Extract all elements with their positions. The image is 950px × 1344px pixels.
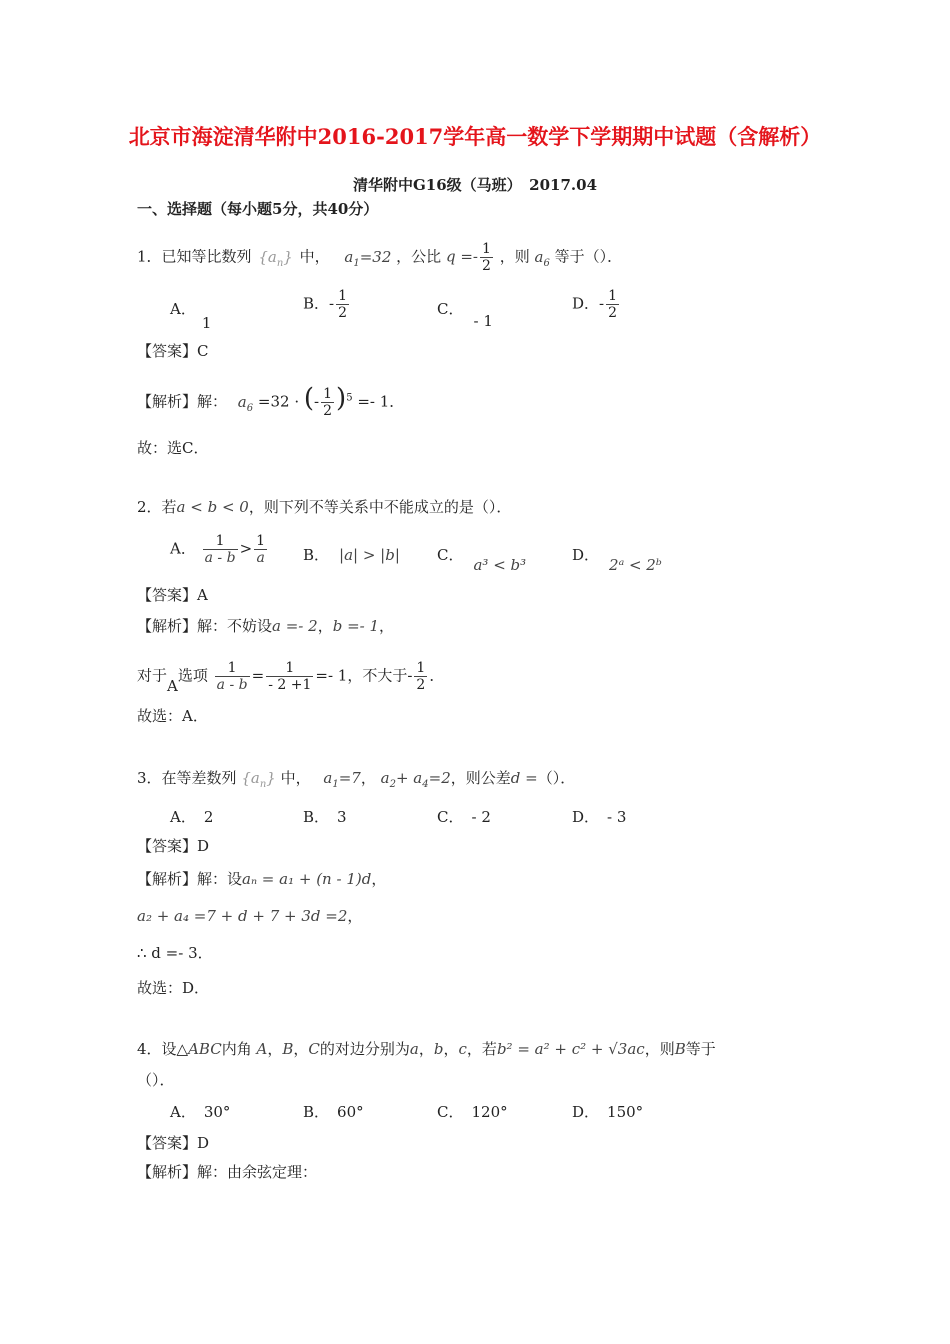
q2-option-b: B． |a| > |b|	[303, 546, 400, 564]
q1-a1: $a_1=32$	[344, 247, 392, 269]
q3-option-d: D． - 3	[572, 808, 627, 826]
q1-option-b: B．- $\frac{1}{2}$	[303, 288, 348, 321]
q1-stem: 1．已知等比数列	[137, 247, 252, 266]
q1-seq: $\{a_n\}$	[258, 247, 293, 269]
q1-conclusion: 故：选C．	[137, 439, 209, 457]
q1-ratio: ，公比	[396, 247, 442, 266]
q3-option-c: C． - 2	[437, 808, 491, 826]
q2-analysis-line2: 对于A选项 $\frac{1}{a - b}$ = $\frac{1}{- 2 +1}$ =- 1，不大于- $\frac{1}{2}$ ．	[137, 660, 445, 695]
q1-stem-line	[137, 241, 622, 274]
q1-option-a: A．1	[170, 300, 212, 332]
q2-option-a: A． $\frac{1}{a - b}$ > $\frac{1}{a}$	[170, 533, 266, 566]
q2-answer: 【答案】A	[137, 586, 208, 604]
q3-analysis: 【解析】解：设aₙ = a₁ + (n - 1)d，	[137, 870, 387, 888]
q3-option-a: A． 2	[170, 808, 214, 826]
q4-stem-line2: （）．	[137, 1071, 175, 1089]
document-title: 北京市海淀清华附中2016-2017学年高一数学下学期期中试题（含解析）	[128, 124, 822, 149]
q3-stem-line: 3．在等差数列 $\{a_n\}$ 中， $a_1=7$， $a_2+ a_4=2$，则公差d =（）．	[137, 769, 576, 790]
q3-conclusion: 故选：D．	[137, 979, 210, 997]
q2-analysis: 【解析】解：不妨设a =- 2，b =- 1，	[137, 617, 395, 635]
q1-option-d: D．- $\frac{1}{2}$	[572, 288, 618, 321]
q3-analysis-line3: ∴ d =- 3．	[137, 944, 213, 962]
q1-a6: $a_6$	[534, 247, 550, 269]
q1-option-c: C．- 1	[437, 300, 493, 330]
q1-mid: 中，	[299, 247, 330, 266]
q4-stem-line: 4．设△ABC内角 A，B，C的对边分别为a，b，c，若b² = a² + c² + √3ac，则B等于	[137, 1040, 716, 1058]
document-subtitle: 清华附中G16级（马班） 2017.04	[352, 176, 598, 194]
q2-option-c: C．a³ < b³	[437, 546, 527, 574]
q1-q: q =-	[445, 247, 478, 266]
q1-end: 等于（）．	[554, 247, 623, 266]
q3-answer: 【答案】D	[137, 837, 210, 855]
q1-analysis: 【解析】解： $a_6 =32$ · (- $\frac{1}{2}$ )$^5$ =- 1．	[137, 383, 405, 419]
q4-option-d: D． 150°	[572, 1103, 644, 1121]
q4-answer: 【答案】D	[137, 1134, 210, 1152]
q3-analysis-line2: a₂ + a₄ =7 + d + 7 + 3d =2，	[137, 907, 363, 925]
q2-conclusion: 故选：A．	[137, 707, 208, 725]
q1-q-frac: $\frac{1}{2}$	[481, 241, 491, 274]
q1-then: ，则	[499, 247, 530, 266]
q3-option-b: B． 3	[303, 808, 347, 826]
q4-option-c: C． 120°	[437, 1103, 508, 1121]
q4-option-b: B． 60°	[303, 1103, 364, 1121]
q2-stem-line: 2．若a < b < 0，则下列不等关系中不能成立的是（）．	[137, 498, 512, 516]
section-heading: 一、选择题（每小题5分，共40分）	[137, 200, 379, 218]
q4-option-a: A． 30°	[170, 1103, 231, 1121]
q4-analysis: 【解析】解：由余弦定理：	[137, 1163, 318, 1181]
q1-answer: 【答案】C	[137, 342, 209, 360]
q2-option-d: D．2ᵃ < 2ᵇ	[572, 546, 662, 574]
